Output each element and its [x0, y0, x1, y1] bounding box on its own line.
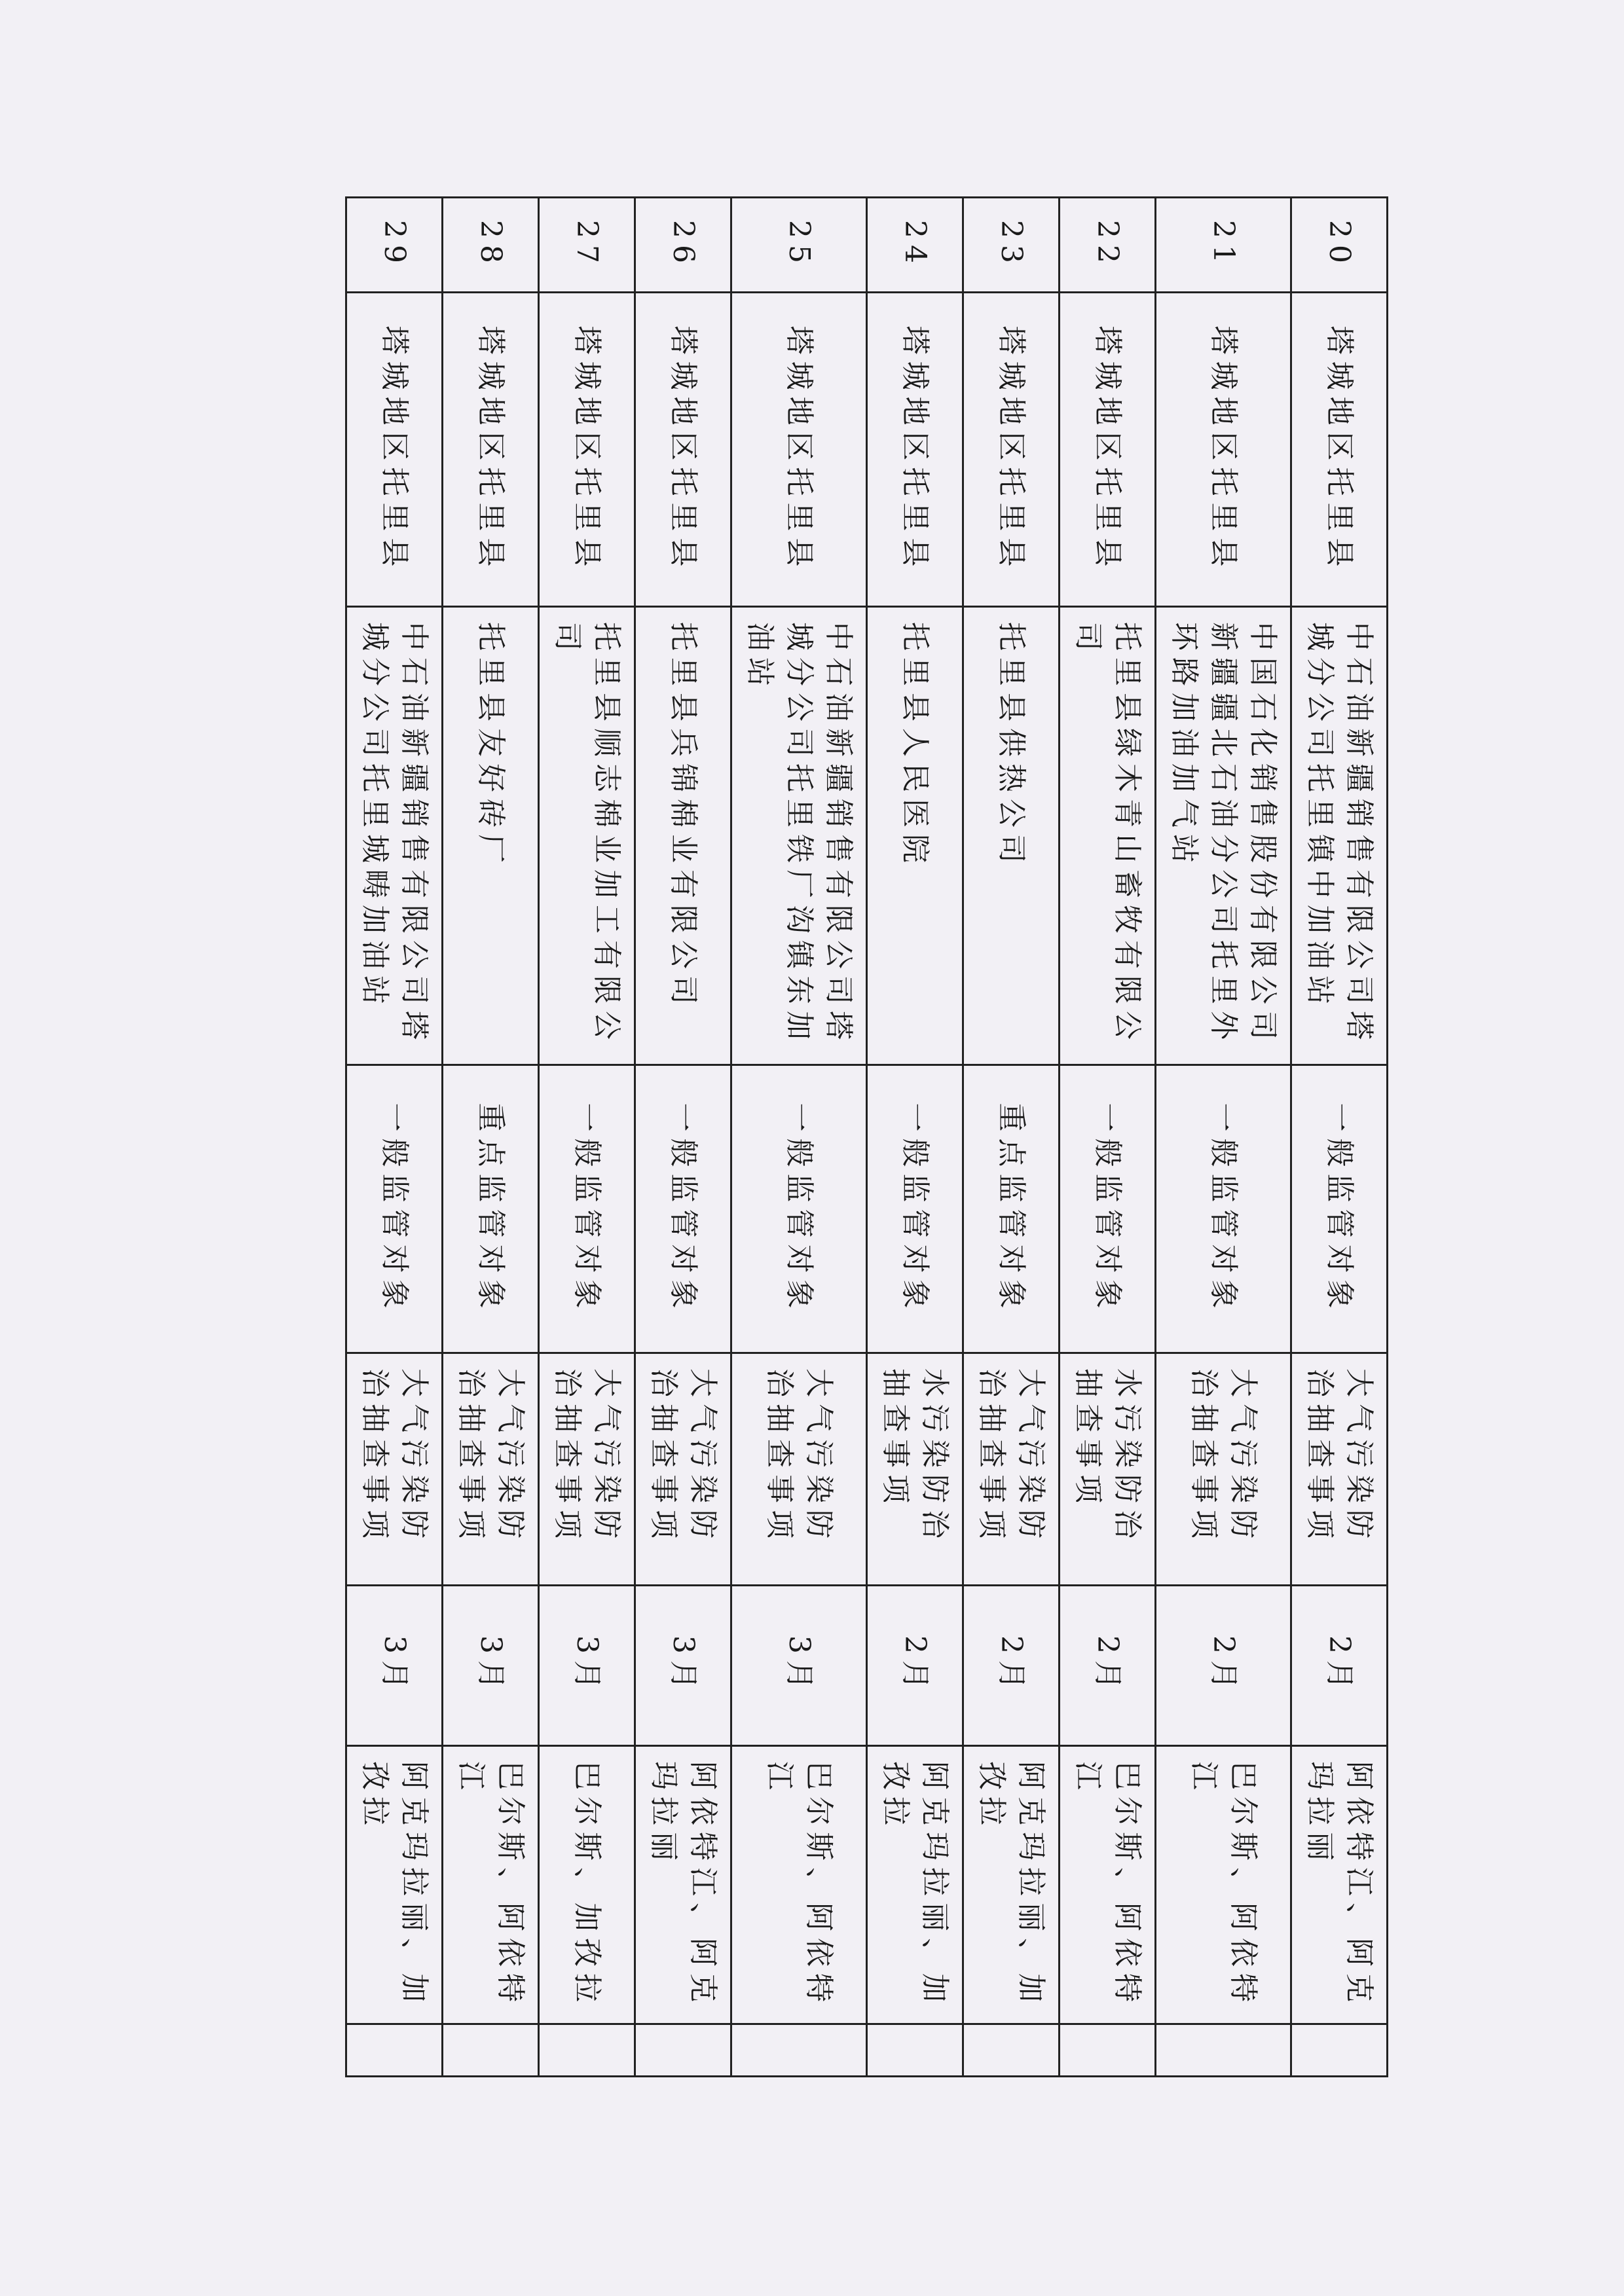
inspectors-cell: 阿克玛拉丽、加孜拉: [963, 1746, 1060, 2024]
note-cell: [867, 2024, 963, 2077]
rotated-table-wrapper: [358, 196, 1388, 2075]
row-number-cell: 28: [443, 198, 539, 293]
supervision-type-cell: 一般监管对象: [731, 1065, 867, 1353]
row-number-cell: 21: [1156, 198, 1291, 293]
note-cell: [1291, 2024, 1388, 2077]
inspection-item-cell: 水污染防治抽查事项: [867, 1353, 963, 1586]
note-cell: [346, 2024, 443, 2077]
inspection-item-cell: 大气污染防治抽查事项: [1156, 1353, 1291, 1586]
supervision-type-cell: 一般监管对象: [867, 1065, 963, 1353]
entity-name-cell: 托里县人民医院: [867, 607, 963, 1065]
inspection-item-cell: 大气污染防治抽查事项: [963, 1353, 1060, 1586]
month-cell: 2月: [1291, 1586, 1388, 1746]
entity-name-cell: 中石油新疆销售有限公司塔城分公司托里镇中加油站: [1291, 607, 1388, 1065]
inspectors-cell: 巴尔斯、阿依特江: [1060, 1746, 1156, 2024]
supervision-type-cell: 一般监管对象: [1291, 1065, 1388, 1353]
row-number-cell: 25: [731, 198, 867, 293]
entity-name-cell: 托里县友好砖厂: [443, 607, 539, 1065]
inspection-item-cell: 大气污染防治抽查事项: [635, 1353, 731, 1586]
month-cell: 3月: [346, 1586, 443, 1746]
region-cell: 塔城地区托里县: [867, 293, 963, 607]
inspectors-cell: 阿依特江、阿克玛拉丽: [635, 1746, 731, 2024]
entity-name-cell: 托里县供热公司: [963, 607, 1060, 1065]
note-cell: [443, 2024, 539, 2077]
inspectors-cell: 巴尔斯、加孜拉: [539, 1746, 635, 2024]
entity-name-cell: 托里县绿木青山畜牧有限公司: [1060, 607, 1156, 1065]
entity-name-cell: 托里县顺志棉业加工有限公司: [539, 607, 635, 1065]
note-cell: [1156, 2024, 1291, 2077]
note-cell: [731, 2024, 867, 2077]
table-row: [346, 198, 443, 2077]
row-number-cell: 22: [1060, 198, 1156, 293]
supervision-type-cell: 一般监管对象: [635, 1065, 731, 1353]
region-cell: 塔城地区托里县: [1060, 293, 1156, 607]
region-cell: 塔城地区托里县: [1291, 293, 1388, 607]
table-row: [539, 198, 635, 2077]
month-cell: 2月: [1156, 1586, 1291, 1746]
inspectors-cell: 阿克玛拉丽、加孜拉: [346, 1746, 443, 2024]
table-row: [635, 198, 731, 2077]
entity-name-cell: 中国石化销售股份有限公司新疆疆北石油分公司托里外环路加油加气站: [1156, 607, 1291, 1065]
month-cell: 3月: [731, 1586, 867, 1746]
note-cell: [963, 2024, 1060, 2077]
inspectors-cell: 巴尔斯、阿依特江: [443, 1746, 539, 2024]
supervision-type-cell: 重点监管对象: [963, 1065, 1060, 1353]
row-number-cell: 20: [1291, 198, 1388, 293]
inspectors-cell: 巴尔斯、阿依特江: [731, 1746, 867, 2024]
inspection-schedule-table: [345, 196, 1388, 2077]
table-body: [346, 198, 1388, 2077]
month-cell: 3月: [539, 1586, 635, 1746]
table-row: [1291, 198, 1388, 2077]
inspection-item-cell: 大气污染防治抽查事项: [346, 1353, 443, 1586]
inspection-item-cell: 大气污染防治抽查事项: [731, 1353, 867, 1586]
supervision-type-cell: 一般监管对象: [1156, 1065, 1291, 1353]
supervision-type-cell: 重点监管对象: [443, 1065, 539, 1353]
row-number-cell: 24: [867, 198, 963, 293]
region-cell: 塔城地区托里县: [1156, 293, 1291, 607]
table-row: [867, 198, 963, 2077]
inspection-item-cell: 水污染防治抽查事项: [1060, 1353, 1156, 1586]
month-cell: 2月: [867, 1586, 963, 1746]
entity-name-cell: 中石油新疆销售有限公司塔城分公司托里城畴加油站: [346, 607, 443, 1065]
note-cell: [635, 2024, 731, 2077]
supervision-type-cell: 一般监管对象: [1060, 1065, 1156, 1353]
region-cell: 塔城地区托里县: [731, 293, 867, 607]
month-cell: 2月: [1060, 1586, 1156, 1746]
table-row: [1060, 198, 1156, 2077]
region-cell: 塔城地区托里县: [539, 293, 635, 607]
region-cell: 塔城地区托里县: [963, 293, 1060, 607]
supervision-type-cell: 一般监管对象: [539, 1065, 635, 1353]
region-cell: 塔城地区托里县: [443, 293, 539, 607]
table-row: [1156, 198, 1291, 2077]
region-cell: 塔城地区托里县: [635, 293, 731, 607]
table-row: [963, 198, 1060, 2077]
month-cell: 3月: [635, 1586, 731, 1746]
region-cell: 塔城地区托里县: [346, 293, 443, 607]
row-number-cell: 29: [346, 198, 443, 293]
inspection-item-cell: 大气污染防治抽查事项: [539, 1353, 635, 1586]
inspectors-cell: 阿克玛拉丽、加孜拉: [867, 1746, 963, 2024]
inspectors-cell: 阿依特江、阿克玛拉丽: [1291, 1746, 1388, 2024]
month-cell: 2月: [963, 1586, 1060, 1746]
entity-name-cell: 中石油新疆销售有限公司塔城分公司托里铁厂沟镇东加油站: [731, 607, 867, 1065]
table-row: [731, 198, 867, 2077]
note-cell: [539, 2024, 635, 2077]
month-cell: 3月: [443, 1586, 539, 1746]
note-cell: [1060, 2024, 1156, 2077]
inspectors-cell: 巴尔斯、阿依特江: [1156, 1746, 1291, 2024]
row-number-cell: 27: [539, 198, 635, 293]
table-row: [443, 198, 539, 2077]
row-number-cell: 26: [635, 198, 731, 293]
inspection-item-cell: 大气污染防治抽查事项: [1291, 1353, 1388, 1586]
row-number-cell: 23: [963, 198, 1060, 293]
inspection-item-cell: 大气污染防治抽查事项: [443, 1353, 539, 1586]
entity-name-cell: 托里县兵锦棉业有限公司: [635, 607, 731, 1065]
supervision-type-cell: 一般监管对象: [346, 1065, 443, 1353]
